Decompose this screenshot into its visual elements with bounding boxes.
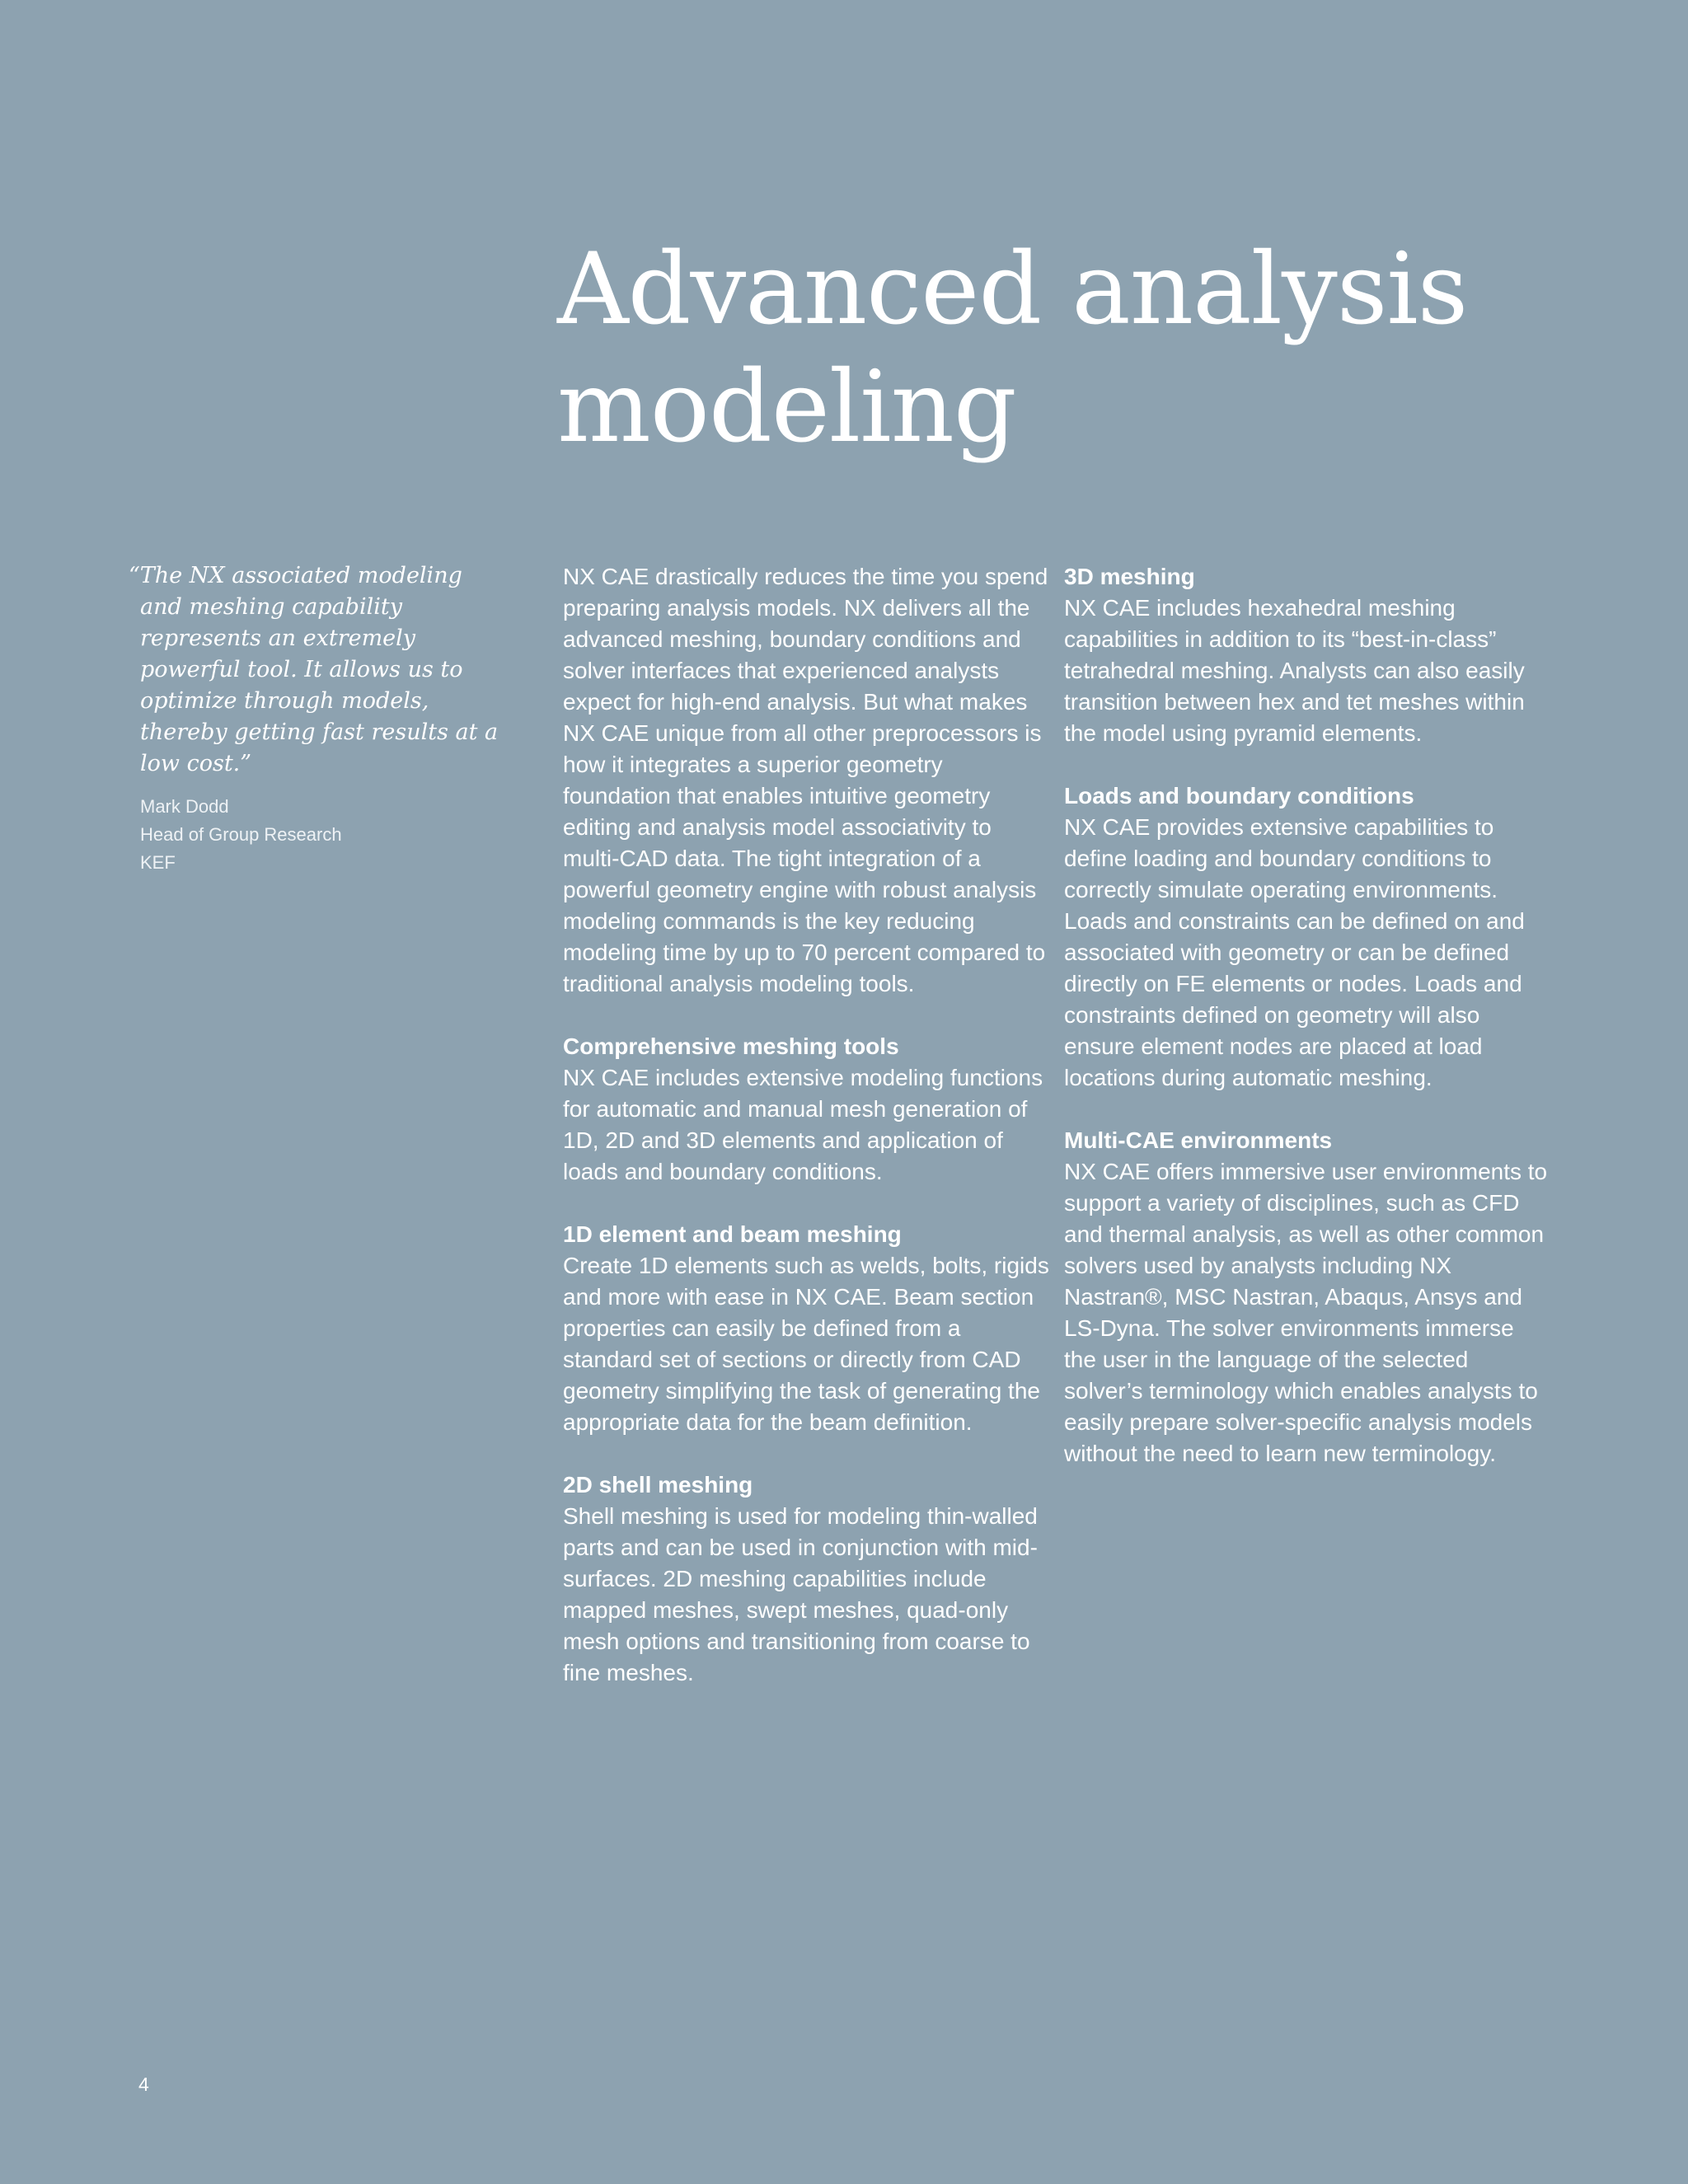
section-heading: Comprehensive meshing tools: [563, 1033, 899, 1059]
quote-attribution: [124, 793, 511, 877]
section-body: NX CAE provides extensive capabilities to define loading and boundary conditions to correctly simulate operating environments. Loads and constraints can be defined on and associated with geometry or can be defined directly on FE elements or nodes. Loads and constraints defined on geometry will also ensure element nodes are placed at load locations during automatic meshing.: [1064, 814, 1525, 1090]
section-comprehensive-meshing: [563, 1031, 1049, 1188]
section-body: NX CAE includes hexahedral meshing capabilities in addition to its “best-in-class” tetrahedral meshing. Analysts can also easily transition between hex and tet meshes within the model using pyramid elements.: [1064, 595, 1525, 746]
section-heading: 3D meshing: [1064, 564, 1195, 589]
section-2d-shell-meshing: [563, 1469, 1049, 1689]
section-heading: 1D element and beam meshing: [563, 1221, 902, 1247]
section-heading: Loads and boundary conditions: [1064, 783, 1414, 808]
quote-company: KEF: [140, 852, 176, 873]
right-column: [1064, 561, 1550, 1501]
quote-text: “The NX associated modeling and meshing capability represents an extremely powerful tool. It allows us to optimize through models, thereby getting fast results at a low cost.”: [129, 563, 499, 776]
section-1d-beam-meshing: [563, 1219, 1049, 1438]
intro-paragraph: NX CAE drastically reduces the time you spend preparing analysis models. NX delivers all the advanced meshing, boundary conditions and solver interfaces that experienced analysts expect for high-end analysis. But what makes NX CAE unique from all other preprocessors is how it integrates a superior geometry foundation that enables intuitive geometry editing and analysis model associativity to multi-CAD data. The tight integration of a powerful geometry engine with robust analysis modeling commands is the key reducing modeling time by up to 70 percent compared to traditional analysis modeling tools.: [563, 564, 1048, 996]
page-title-line-2: modeling: [557, 350, 1016, 465]
quote-role: Head of Group Research: [140, 824, 342, 845]
page-number: 4: [138, 2074, 149, 2095]
section-3d-meshing: [1064, 561, 1550, 749]
page-title-line-1: Advanced analysis: [557, 232, 1468, 347]
section-body: Shell meshing is used for modeling thin-walled parts and can be used in conjunction with mid-surfaces. 2D meshing capabilities include mapped meshes, swept meshes, quad-only mesh options and transitioning from coarse to fine meshes.: [563, 1503, 1038, 1685]
quote-author: Mark Dodd: [140, 796, 229, 817]
page-title: [557, 231, 1629, 466]
section-multi-cae: [1064, 1125, 1550, 1469]
section-body: NX CAE offers immersive user environments to support a variety of disciplines, such as CFD and thermal analysis, as well as other common solvers used by analysts including NX Nastran®, MSC Nastran, Abaqus, Ansys and LS-Dyna. The solver environments immerse the user in the language of the selected solver’s terminology which enables analysts to easily prepare solver-specific analysis models without the need to learn new terminology.: [1064, 1159, 1548, 1466]
section-heading: Multi-CAE environments: [1064, 1127, 1333, 1153]
section-loads-boundary: [1064, 780, 1550, 1094]
pull-quote: [124, 560, 511, 877]
section-body: NX CAE includes extensive modeling functions for automatic and manual mesh generation of 1D, 2D and 3D elements and application of loads and boundary conditions.: [563, 1065, 1043, 1184]
section-heading: 2D shell meshing: [563, 1472, 753, 1497]
middle-column: [563, 561, 1049, 1720]
intro-section: [563, 561, 1049, 1000]
section-body: Create 1D elements such as welds, bolts, rigids and more with ease in NX CAE. Beam section properties can easily be defined from a standard set of sections or directly from CAD geometry simplifying the task of generating the appropriate data for the beam definition.: [563, 1253, 1049, 1435]
